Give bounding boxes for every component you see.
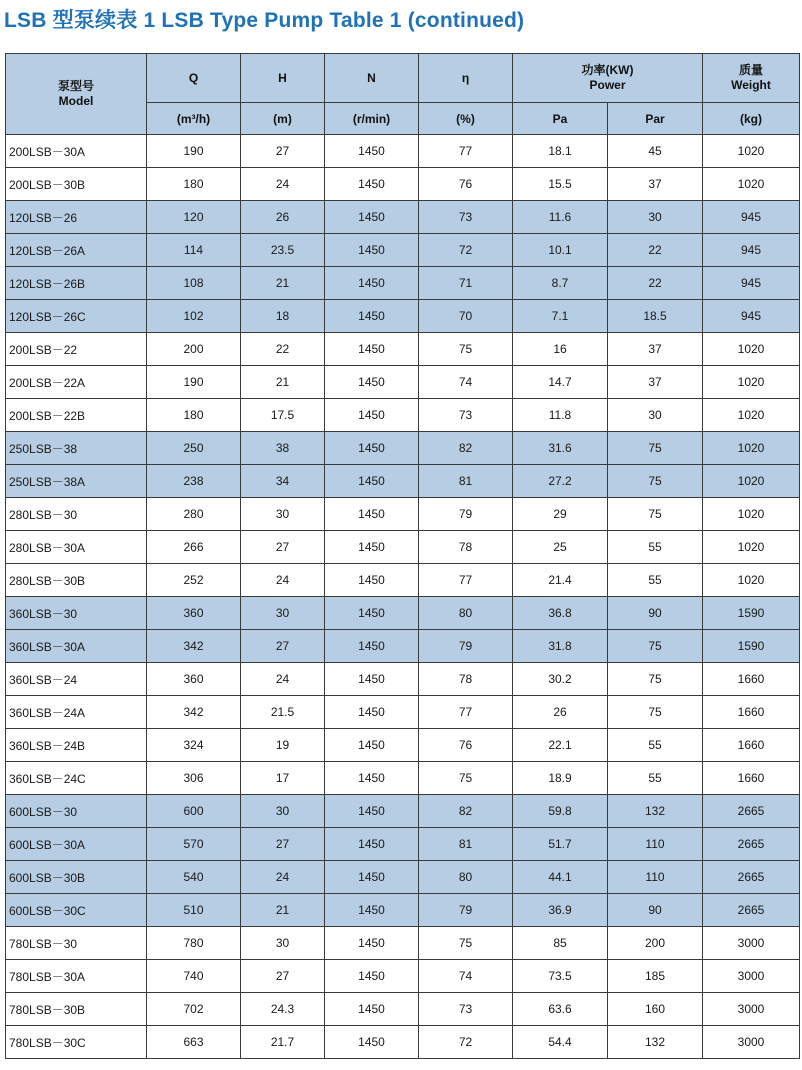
cell-n: 1450 (325, 234, 419, 267)
cell-par: 75 (608, 465, 703, 498)
cell-weight: 1660 (703, 696, 800, 729)
cell-n: 1450 (325, 399, 419, 432)
cell-h: 17.5 (241, 399, 325, 432)
cell-h: 30 (241, 927, 325, 960)
cell-model: 200LSB－30B (6, 168, 147, 201)
cell-n: 1450 (325, 135, 419, 168)
cell-pa: 29 (513, 498, 608, 531)
cell-n: 1450 (325, 762, 419, 795)
cell-pa: 51.7 (513, 828, 608, 861)
cell-h: 21.7 (241, 1026, 325, 1059)
unit-weight: (kg) (703, 103, 800, 135)
cell-eta: 81 (419, 465, 513, 498)
cell-model: 200LSB－22 (6, 333, 147, 366)
cell-n: 1450 (325, 267, 419, 300)
cell-weight: 2665 (703, 861, 800, 894)
cell-h: 19 (241, 729, 325, 762)
cell-pa: 63.6 (513, 993, 608, 1026)
cell-h: 34 (241, 465, 325, 498)
cell-pa: 44.1 (513, 861, 608, 894)
table-row (6, 927, 800, 960)
cell-weight: 1020 (703, 333, 800, 366)
header-weight (703, 54, 800, 103)
cell-q: 360 (147, 663, 241, 696)
cell-par: 55 (608, 729, 703, 762)
cell-par: 132 (608, 1026, 703, 1059)
cell-model: 280LSB－30A (6, 531, 147, 564)
cell-q: 200 (147, 333, 241, 366)
table-header (6, 54, 800, 135)
cell-model: 200LSB－22A (6, 366, 147, 399)
cell-n: 1450 (325, 333, 419, 366)
cell-weight: 2665 (703, 795, 800, 828)
cell-eta: 72 (419, 1026, 513, 1059)
cell-h: 30 (241, 597, 325, 630)
header-model (6, 54, 147, 135)
cell-par: 75 (608, 498, 703, 531)
cell-n: 1450 (325, 564, 419, 597)
cell-par: 37 (608, 333, 703, 366)
cell-n: 1450 (325, 894, 419, 927)
cell-eta: 78 (419, 663, 513, 696)
cell-pa: 10.1 (513, 234, 608, 267)
cell-par: 22 (608, 267, 703, 300)
cell-model: 780LSB－30C (6, 1026, 147, 1059)
cell-eta: 74 (419, 960, 513, 993)
cell-h: 27 (241, 828, 325, 861)
cell-h: 21 (241, 267, 325, 300)
table-row (6, 564, 800, 597)
cell-q: 740 (147, 960, 241, 993)
cell-q: 540 (147, 861, 241, 894)
cell-model: 120LSB－26B (6, 267, 147, 300)
table-row (6, 696, 800, 729)
cell-n: 1450 (325, 861, 419, 894)
cell-weight: 3000 (703, 960, 800, 993)
header-power-en: Power (589, 78, 626, 92)
page-title: LSB 型泵续表 1 LSB Type Pump Table 1 (continued) (4, 9, 525, 32)
cell-weight: 2665 (703, 894, 800, 927)
cell-h: 24 (241, 861, 325, 894)
unit-n: (r/min) (325, 103, 419, 135)
header-eta: η (419, 54, 513, 103)
cell-q: 114 (147, 234, 241, 267)
cell-pa: 7.1 (513, 300, 608, 333)
cell-par: 160 (608, 993, 703, 1026)
cell-pa: 22.1 (513, 729, 608, 762)
cell-weight: 1020 (703, 135, 800, 168)
cell-eta: 72 (419, 234, 513, 267)
cell-model: 200LSB－22B (6, 399, 147, 432)
cell-model: 600LSB－30 (6, 795, 147, 828)
cell-model: 120LSB－26C (6, 300, 147, 333)
table-row (6, 498, 800, 531)
table-row (6, 168, 800, 201)
cell-par: 90 (608, 894, 703, 927)
cell-weight: 3000 (703, 1026, 800, 1059)
cell-pa: 14.7 (513, 366, 608, 399)
cell-q: 600 (147, 795, 241, 828)
cell-pa: 36.8 (513, 597, 608, 630)
table-row (6, 465, 800, 498)
header-weight-cn: 质量 (738, 63, 763, 77)
table-row (6, 366, 800, 399)
cell-h: 27 (241, 630, 325, 663)
cell-model: 250LSB－38A (6, 465, 147, 498)
cell-pa: 18.1 (513, 135, 608, 168)
cell-model: 120LSB－26A (6, 234, 147, 267)
cell-n: 1450 (325, 300, 419, 333)
cell-weight: 1660 (703, 729, 800, 762)
table-row (6, 861, 800, 894)
cell-h: 24 (241, 663, 325, 696)
cell-model: 360LSB－24A (6, 696, 147, 729)
pump-table-container (5, 53, 799, 1059)
cell-eta: 77 (419, 564, 513, 597)
cell-model: 120LSB－26 (6, 201, 147, 234)
cell-model: 780LSB－30B (6, 993, 147, 1026)
cell-q: 266 (147, 531, 241, 564)
cell-model: 280LSB－30B (6, 564, 147, 597)
cell-eta: 79 (419, 498, 513, 531)
cell-model: 360LSB－30 (6, 597, 147, 630)
cell-n: 1450 (325, 201, 419, 234)
table-row (6, 333, 800, 366)
cell-h: 17 (241, 762, 325, 795)
cell-weight: 945 (703, 300, 800, 333)
cell-h: 23.5 (241, 234, 325, 267)
cell-weight: 1660 (703, 762, 800, 795)
cell-q: 180 (147, 399, 241, 432)
cell-model: 360LSB－24C (6, 762, 147, 795)
cell-pa: 16 (513, 333, 608, 366)
cell-par: 75 (608, 663, 703, 696)
unit-q: (m³/h) (147, 103, 241, 135)
cell-model: 360LSB－30A (6, 630, 147, 663)
cell-par: 45 (608, 135, 703, 168)
cell-eta: 73 (419, 201, 513, 234)
cell-q: 360 (147, 597, 241, 630)
unit-h: (m) (241, 103, 325, 135)
cell-pa: 73.5 (513, 960, 608, 993)
cell-pa: 59.8 (513, 795, 608, 828)
cell-weight: 1020 (703, 531, 800, 564)
table-row (6, 1026, 800, 1059)
cell-n: 1450 (325, 696, 419, 729)
cell-pa: 31.8 (513, 630, 608, 663)
cell-pa: 54.4 (513, 1026, 608, 1059)
cell-pa: 21.4 (513, 564, 608, 597)
cell-eta: 70 (419, 300, 513, 333)
cell-eta: 80 (419, 861, 513, 894)
cell-weight: 945 (703, 234, 800, 267)
cell-weight: 1020 (703, 432, 800, 465)
cell-q: 306 (147, 762, 241, 795)
cell-model: 780LSB－30A (6, 960, 147, 993)
cell-q: 280 (147, 498, 241, 531)
cell-n: 1450 (325, 663, 419, 696)
cell-q: 102 (147, 300, 241, 333)
cell-par: 37 (608, 366, 703, 399)
cell-n: 1450 (325, 465, 419, 498)
cell-pa: 11.6 (513, 201, 608, 234)
cell-eta: 79 (419, 894, 513, 927)
unit-eta: (%) (419, 103, 513, 135)
cell-eta: 77 (419, 696, 513, 729)
cell-q: 663 (147, 1026, 241, 1059)
cell-model: 600LSB－30C (6, 894, 147, 927)
unit-pa: Pa (513, 103, 608, 135)
cell-q: 324 (147, 729, 241, 762)
cell-h: 27 (241, 135, 325, 168)
cell-pa: 31.6 (513, 432, 608, 465)
cell-pa: 30.2 (513, 663, 608, 696)
cell-eta: 71 (419, 267, 513, 300)
cell-n: 1450 (325, 498, 419, 531)
cell-par: 90 (608, 597, 703, 630)
table-row (6, 762, 800, 795)
cell-q: 342 (147, 630, 241, 663)
cell-eta: 82 (419, 795, 513, 828)
cell-par: 55 (608, 564, 703, 597)
cell-par: 37 (608, 168, 703, 201)
cell-eta: 76 (419, 168, 513, 201)
cell-model: 780LSB－30 (6, 927, 147, 960)
cell-par: 55 (608, 531, 703, 564)
cell-weight: 1020 (703, 498, 800, 531)
header-q: Q (147, 54, 241, 103)
header-model-cn: 泵型号 (57, 79, 94, 93)
cell-weight: 1660 (703, 663, 800, 696)
header-weight-en: Weight (731, 78, 771, 92)
cell-model: 280LSB－30 (6, 498, 147, 531)
cell-par: 185 (608, 960, 703, 993)
cell-n: 1450 (325, 531, 419, 564)
cell-q: 250 (147, 432, 241, 465)
cell-h: 22 (241, 333, 325, 366)
cell-n: 1450 (325, 597, 419, 630)
cell-q: 702 (147, 993, 241, 1026)
cell-h: 30 (241, 498, 325, 531)
cell-weight: 3000 (703, 993, 800, 1026)
cell-n: 1450 (325, 729, 419, 762)
header-power (513, 54, 703, 103)
cell-pa: 36.9 (513, 894, 608, 927)
cell-weight: 945 (703, 267, 800, 300)
cell-h: 24 (241, 564, 325, 597)
cell-weight: 1020 (703, 564, 800, 597)
cell-eta: 76 (419, 729, 513, 762)
cell-pa: 8.7 (513, 267, 608, 300)
cell-par: 200 (608, 927, 703, 960)
cell-eta: 81 (419, 828, 513, 861)
cell-weight: 2665 (703, 828, 800, 861)
cell-q: 252 (147, 564, 241, 597)
cell-model: 600LSB－30A (6, 828, 147, 861)
pump-table (5, 53, 800, 1059)
cell-n: 1450 (325, 432, 419, 465)
cell-par: 132 (608, 795, 703, 828)
cell-par: 55 (608, 762, 703, 795)
cell-h: 27 (241, 531, 325, 564)
table-body (6, 135, 800, 1059)
cell-weight: 1020 (703, 168, 800, 201)
cell-h: 18 (241, 300, 325, 333)
cell-eta: 73 (419, 993, 513, 1026)
cell-q: 342 (147, 696, 241, 729)
cell-weight: 3000 (703, 927, 800, 960)
table-row (6, 201, 800, 234)
cell-h: 21 (241, 894, 325, 927)
cell-pa: 26 (513, 696, 608, 729)
table-row (6, 894, 800, 927)
cell-h: 21 (241, 366, 325, 399)
cell-pa: 15.5 (513, 168, 608, 201)
cell-model: 200LSB－30A (6, 135, 147, 168)
cell-h: 24.3 (241, 993, 325, 1026)
cell-eta: 80 (419, 597, 513, 630)
cell-par: 30 (608, 399, 703, 432)
cell-q: 180 (147, 168, 241, 201)
cell-par: 30 (608, 201, 703, 234)
table-row (6, 795, 800, 828)
table-row (6, 729, 800, 762)
cell-par: 75 (608, 630, 703, 663)
cell-par: 110 (608, 828, 703, 861)
cell-h: 27 (241, 960, 325, 993)
table-row (6, 993, 800, 1026)
table-row (6, 960, 800, 993)
cell-par: 110 (608, 861, 703, 894)
table-row (6, 300, 800, 333)
cell-eta: 82 (419, 432, 513, 465)
cell-q: 570 (147, 828, 241, 861)
table-row (6, 234, 800, 267)
cell-n: 1450 (325, 1026, 419, 1059)
cell-par: 75 (608, 696, 703, 729)
cell-model: 360LSB－24B (6, 729, 147, 762)
cell-par: 18.5 (608, 300, 703, 333)
cell-n: 1450 (325, 366, 419, 399)
cell-weight: 1020 (703, 399, 800, 432)
header-n: N (325, 54, 419, 103)
cell-par: 75 (608, 432, 703, 465)
cell-q: 108 (147, 267, 241, 300)
table-row (6, 663, 800, 696)
cell-pa: 27.2 (513, 465, 608, 498)
cell-weight: 945 (703, 201, 800, 234)
cell-n: 1450 (325, 630, 419, 663)
cell-h: 38 (241, 432, 325, 465)
table-row (6, 531, 800, 564)
cell-n: 1450 (325, 168, 419, 201)
cell-eta: 78 (419, 531, 513, 564)
cell-eta: 75 (419, 333, 513, 366)
unit-par: Par (608, 103, 703, 135)
cell-weight: 1020 (703, 465, 800, 498)
cell-eta: 75 (419, 927, 513, 960)
cell-q: 190 (147, 366, 241, 399)
table-row (6, 135, 800, 168)
table-row (6, 399, 800, 432)
table-row (6, 597, 800, 630)
cell-pa: 11.8 (513, 399, 608, 432)
cell-n: 1450 (325, 993, 419, 1026)
cell-eta: 75 (419, 762, 513, 795)
cell-weight: 1590 (703, 630, 800, 663)
cell-eta: 77 (419, 135, 513, 168)
cell-pa: 85 (513, 927, 608, 960)
cell-weight: 1020 (703, 366, 800, 399)
cell-q: 190 (147, 135, 241, 168)
cell-h: 24 (241, 168, 325, 201)
cell-q: 120 (147, 201, 241, 234)
cell-weight: 1590 (703, 597, 800, 630)
cell-model: 600LSB－30B (6, 861, 147, 894)
cell-q: 238 (147, 465, 241, 498)
header-row-1 (6, 54, 800, 103)
cell-h: 26 (241, 201, 325, 234)
header-h: H (241, 54, 325, 103)
cell-h: 30 (241, 795, 325, 828)
cell-h: 21.5 (241, 696, 325, 729)
cell-model: 360LSB－24 (6, 663, 147, 696)
cell-pa: 25 (513, 531, 608, 564)
table-row (6, 828, 800, 861)
cell-n: 1450 (325, 828, 419, 861)
cell-eta: 79 (419, 630, 513, 663)
cell-eta: 73 (419, 399, 513, 432)
header-model-en: Model (58, 94, 94, 108)
header-power-cn: 功率(KW) (581, 63, 634, 77)
cell-model: 250LSB－38 (6, 432, 147, 465)
cell-par: 22 (608, 234, 703, 267)
cell-n: 1450 (325, 795, 419, 828)
cell-n: 1450 (325, 960, 419, 993)
cell-q: 780 (147, 927, 241, 960)
cell-q: 510 (147, 894, 241, 927)
cell-n: 1450 (325, 927, 419, 960)
table-row (6, 432, 800, 465)
table-row (6, 630, 800, 663)
table-row (6, 267, 800, 300)
cell-pa: 18.9 (513, 762, 608, 795)
cell-eta: 74 (419, 366, 513, 399)
